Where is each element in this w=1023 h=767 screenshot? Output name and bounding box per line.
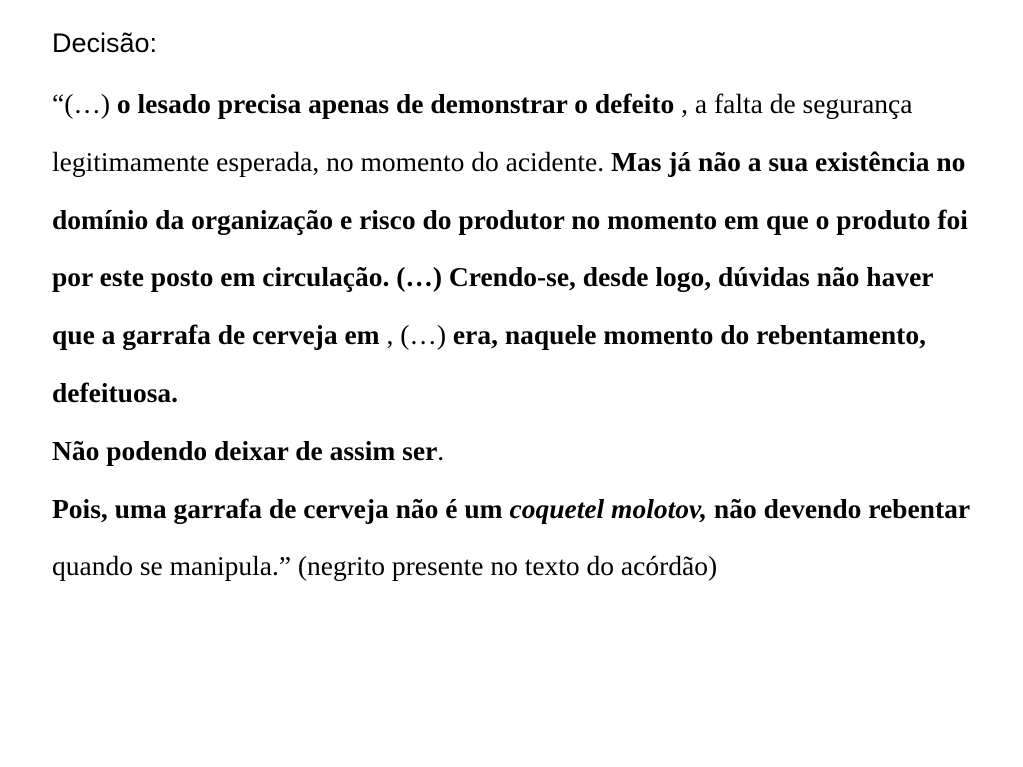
text-run-bold: era, naquele momento do rebentamento, defeituosa. xyxy=(52,319,926,408)
text-run-bold: Pois, uma garrafa de cerveja não é um xyxy=(52,492,510,524)
text-run: , a falta de segurança legitimamente esperada, no momento do acidente. xyxy=(52,88,913,177)
text-run-bold: não devendo rebentar xyxy=(707,492,971,524)
text-run-bold: Não podendo deixar de assim ser xyxy=(52,434,438,466)
text-run: quando se manipula.” (negrito presente no texto do acórdão) xyxy=(52,550,718,582)
slide-heading: Decisão: xyxy=(52,28,158,58)
text-run: “(…) xyxy=(52,88,117,119)
text-run: . xyxy=(437,434,445,466)
text-run-bold: o lesado precisa apenas de demonstrar o defeito xyxy=(116,88,675,119)
text-run-bold: Mas já não a sua existência no domínio da organização e risco do produtor no momento em que o produto foi por este posto em circulação. (…) Crendo-se, desde logo, dúvidas não haver que a garrafa de cerveja em xyxy=(52,145,968,351)
text-run: , (…) xyxy=(379,319,453,351)
quote-paragraph-1 xyxy=(52,75,982,422)
quote-paragraph-3 xyxy=(52,480,982,596)
text-run-italic: coquetel molotov, xyxy=(509,492,708,524)
quote-paragraph-2 xyxy=(52,422,982,480)
quote-block xyxy=(52,75,982,595)
